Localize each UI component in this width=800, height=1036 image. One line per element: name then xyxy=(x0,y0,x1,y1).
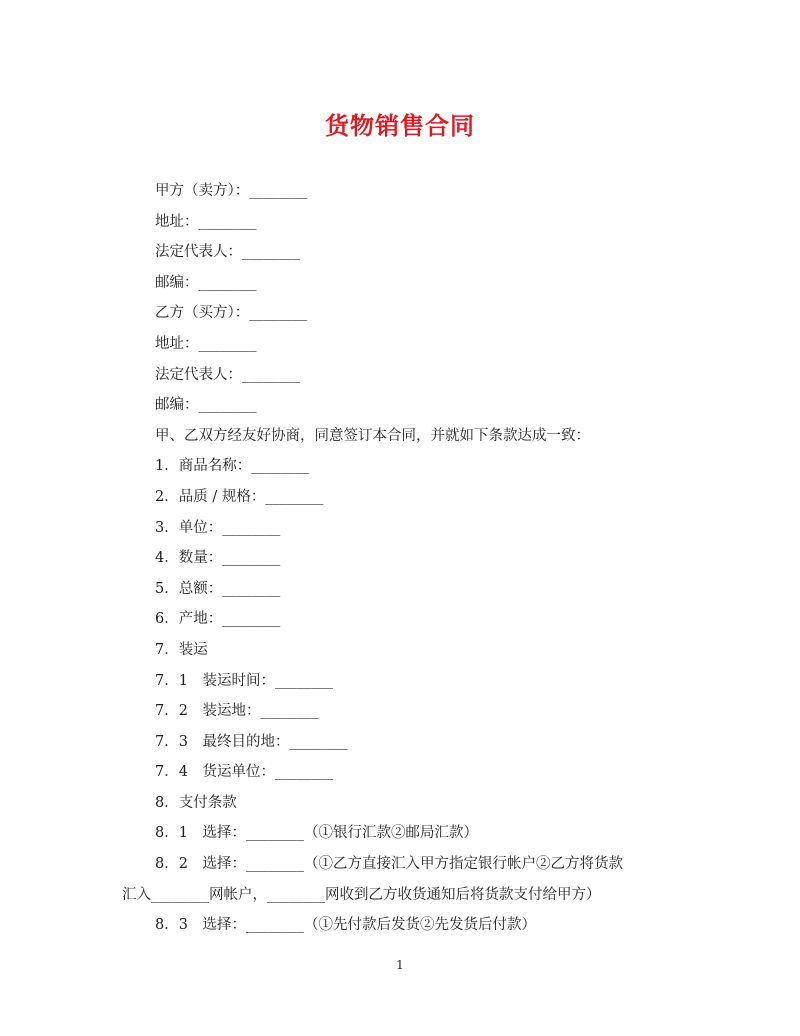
clause-carrier: 7．4 货运单位：________ xyxy=(155,764,333,781)
agreement-intro: 甲、乙双方经友好协商，同意签订本合同，并就如下条款达成一致： xyxy=(155,427,590,444)
document-title: 货物销售合同 xyxy=(325,111,475,140)
document-body xyxy=(122,176,682,941)
seller-postcode-line: 邮编：________ xyxy=(155,274,257,291)
buyer-postcode-line: 邮编：________ xyxy=(155,397,257,414)
clause-payment-8-2-continued: 汇入________网帐户，________网收到乙方收货通知后将货款支付给甲方） xyxy=(122,886,601,903)
clause-payment-8-1: 8．1 选择：________（①银行汇款②邮局汇款） xyxy=(155,825,478,842)
seller-representative-line: 法定代表人：________ xyxy=(155,244,300,261)
seller-name-line: 甲方（卖方）：________ xyxy=(155,183,308,199)
clause-product-name: 1．商品名称：________ xyxy=(155,458,310,475)
clause-origin: 6．产地：________ xyxy=(155,611,281,628)
page-number: 1 xyxy=(396,958,404,972)
clause-shipment-time: 7．1 装运时间：________ xyxy=(155,672,333,689)
clause-shipment: 7．装运 xyxy=(155,641,208,658)
clause-destination: 7．3 最终目的地：________ xyxy=(155,733,348,750)
clause-shipment-port: 7．2 装运地：________ xyxy=(155,703,319,720)
buyer-representative-line: 法定代表人：________ xyxy=(155,366,300,383)
seller-address-line: 地址：________ xyxy=(155,213,257,230)
clause-payment-8-2: 8．2 选择：________（①乙方直接汇入甲方指定银行帐户②乙方将货款 xyxy=(155,856,623,873)
clause-payment-8-3: 8．3 选择：________（①先付款后发货②先发货后付款） xyxy=(155,917,536,934)
clause-quantity: 4．数量：________ xyxy=(155,550,281,567)
buyer-address-line: 地址：________ xyxy=(155,335,257,352)
clause-total: 5．总额：________ xyxy=(155,580,281,597)
clause-quality-spec: 2．品质 / 规格：________ xyxy=(155,488,324,505)
buyer-name-line: 乙方（买方）：________ xyxy=(155,305,308,322)
clause-payment: 8．支付条款 xyxy=(155,794,237,811)
clause-unit: 3．单位：________ xyxy=(155,519,281,536)
